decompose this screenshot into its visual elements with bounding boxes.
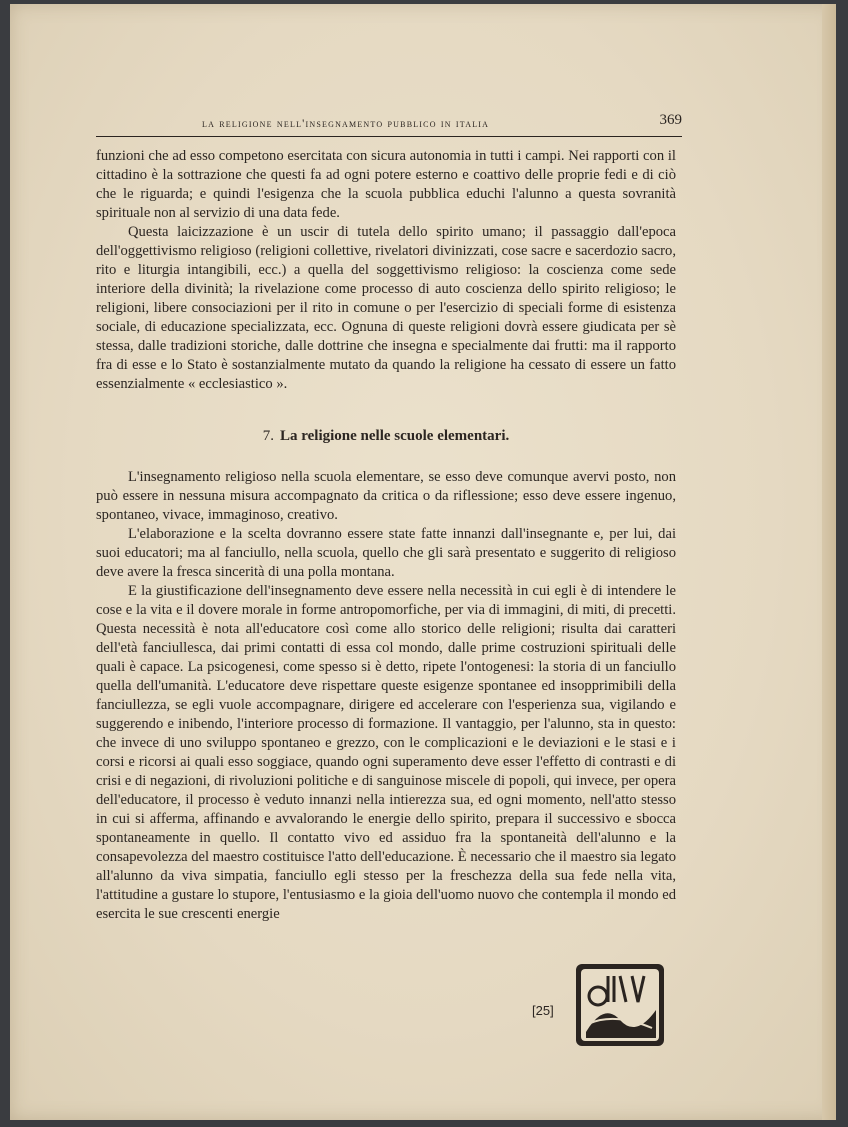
- signature-mark: [25]: [532, 1003, 554, 1018]
- bookplate-stamp-icon: [574, 962, 666, 1048]
- section-heading: [96, 428, 676, 445]
- paragraph: Questa laicizzazione è un uscir di tutela dello spirito umano; il passaggio dall'epoca dell'oggettivismo religioso (religioni collettive, rivelatori divinizzati, cose sacre e sacerdozio sacro, rito e liturgia intangibili, ecc.) a quella del soggettivismo religioso: la coscienza come sede interiore della divinità; la rivelazione come processo di auto coscienza dello spirito religioso; le religioni, libere consociazioni per il rito in comune o per l'esercizio di speciali forme di esistenza sociale, di educazione specializzata, ecc. Ognuna di queste religioni dovrà essere giudicata per sè stessa, dalle tradizioni storiche, dalle dottrine che insegna e specialmente dai frutti: ma il rapporto fra di esse e lo Stato è sostanzialmente mutato da quando la religione ha cessato di essere un fatto essenzialmente « ecclesiastico ».: [96, 224, 676, 392]
- page-edge: [822, 4, 836, 1120]
- section-title: La religione nelle scuole elementari.: [279, 428, 510, 444]
- paragraph: funzioni che ad esso competono esercitata con sicura autonomia in tutti i campi. Nei rapporti con il cittadino è la sottrazione che questi fa ad ogni potere esterno e coattivo delle proprie fedi e di ciò che le riguarda; e quindi l'esigenza che la scuola pubblica educhi l'alunno a questa sovranità spirituale non al servizio di una data fede.: [96, 148, 676, 221]
- section-number: 7.: [262, 428, 274, 444]
- page-header: [96, 112, 682, 137]
- section-2-text: [96, 468, 676, 924]
- paragraph: L'elaborazione e la scelta dovranno essere state fatte innanzi dall'insegnante e, per lui, dai suoi educatori; ma al fanciullo, nella scuola, quello che gli sarà presentato e suggerito di religioso deve avere la fresca sincerità di una polla montana.: [96, 526, 676, 580]
- paragraph: E la giustificazione dell'insegnamento deve essere nella necessità in cui egli è di intendere le cose e la vita e il dovere morale in forme antropomorfiche, per via di immagini, di miti, di precetti. Questa necessità è nota all'educatore così come allo storico delle religioni; risulta dai caratteri dell'età fanciullesca, dai primi contatti di essa col mondo, dalle prime costruzioni spirituali delle quali è capace. La psicogenesi, come spesso si è detto, ripete l'ontogenesi: la storia di un fanciullo quella dell'umanità. L'educatore deve rispettare queste esigenze spontanee ed insopprimibili della fanciullezza, se egli vuole accompagnare, dirigere ed accelerare con l'esperienza sua, vigilando e suggerendo e inibendo, l'interiore processo di formazione. Il vantaggio, per l'alunno, sta in questo: che invece di uno sviluppo spontaneo e grezzo, con le complicazioni e le deviazioni e le stasi e i corsi e ricorsi ai quali esso soggiace, quando ogni superamento deve esser l'effetto di contrasti e di crisi e di negazioni, di rivoluzioni politiche e di sanguinose miscele di popoli, qui invece, per opera dell'educatore, il processo è veduto innanzi nella intierezza sua, ed ogni momento, nell'atto stesso in cui si afferma, affinando e avvalorando le energie dello spirito, prepara il successivo e sbocca spontaneamente in quello. Il contatto vivo ed assiduo fra la spontaneità dell'alunno e la consapevolezza del maestro costituisce l'atto dell'educazione. È necessario che il maestro sia legato all'alunno da viva simpatia, fanciullo egli stesso per la freschezza della sua fede nella vita, l'attitudine a gustare lo stupore, l'entusiasmo e la gioia dell'uomo nuovo che contempla il mondo ed esercita le sue crescenti energie: [96, 583, 676, 922]
- section-1-text: [96, 147, 676, 394]
- page-number: 369: [659, 112, 682, 128]
- paragraph: L'insegnamento religioso nella scuola elementare, se esso deve comunque avervi posto, non può essere in nessuna misura accompagnato da critica o da riflessione; esso deve essere ingenuo, spontaneo, vivace, immaginoso, creativo.: [96, 469, 676, 523]
- running-head: la religione nell'insegnamento pubblico in italia: [202, 116, 490, 130]
